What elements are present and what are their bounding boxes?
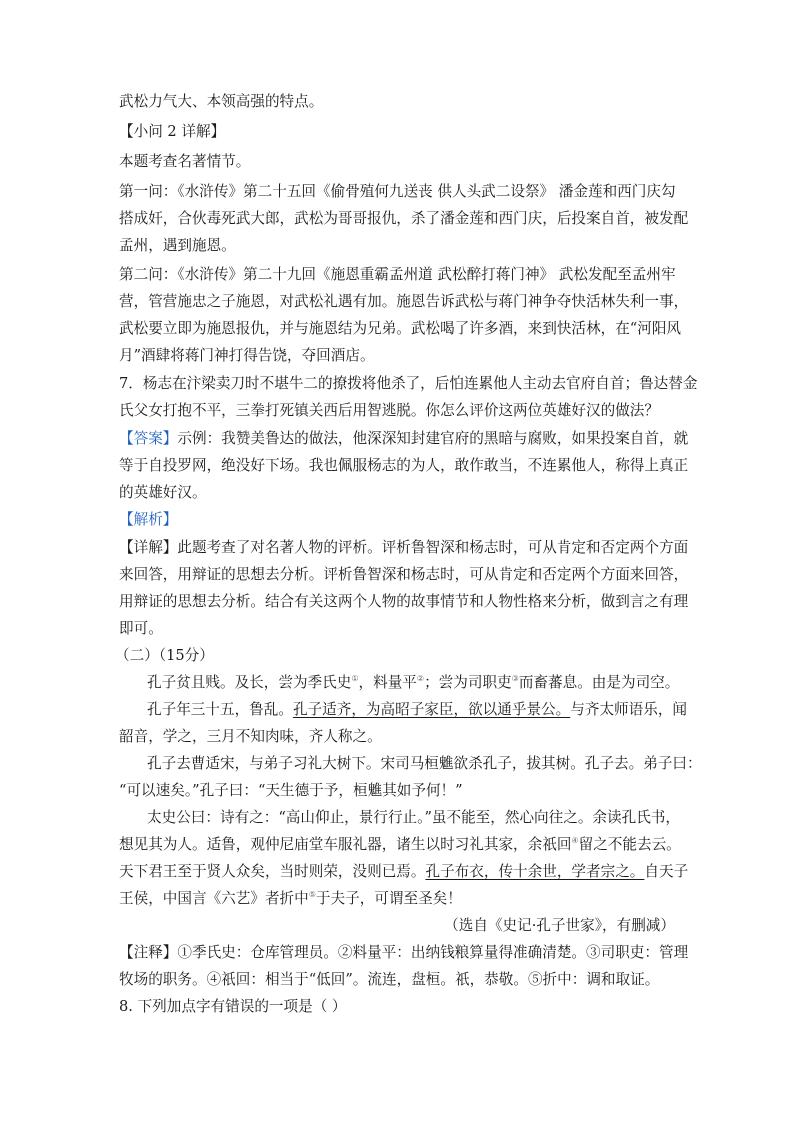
question-8: 8. 下列加点字有错误的一项是（ ） xyxy=(119,998,347,1015)
footnote-marker: ⑤ xyxy=(308,890,316,900)
text-line: 本题考查名著情节。 xyxy=(119,153,251,170)
text-line: 氏父女打抱不平，三拳打死镇关西后用智逃脱。你怎么评价这两位英雄好汉的做法？ xyxy=(119,402,659,419)
section-heading: 【小问 2 详解】 xyxy=(119,123,226,140)
text-line: 即可。 xyxy=(119,620,163,637)
text-line: 等于自投罗网，绝没好下场。我也佩服杨志的为人，敢作敢当，不连累他人，称得上真正 xyxy=(119,457,689,474)
question-7: 7．杨志在汴梁卖刀时不堪牛二的撩拨将他杀了，后怕连累他人主动去官府自首；鲁达替金 xyxy=(119,375,698,392)
passage-line: 韶音，学之，三月不知肉味，齐人称之。 xyxy=(119,728,382,745)
text-line: 营，管营施忠之子施恩，对武松礼遇有加。施恩告诉武松与蒋门神争夺快活林失利一事， xyxy=(119,293,689,310)
passage-line: “可以速矣。”孔子曰：“天生德于予，桓魋其如予何！” xyxy=(119,782,463,799)
footnote-marker: ① xyxy=(351,674,359,684)
passage-line: 太史公曰：诗有之：“高山仰止，景行行止。”虽不能至，然心向往之。余读孔氏书， xyxy=(147,809,680,826)
source-citation: （选自《史记·孔子世家》，有删减） xyxy=(444,917,675,934)
notes-line: 牧场的职务。④祇回：相当于“低回”。流连，盘桓。祇，恭敬。⑤折中：调和取证。 xyxy=(119,971,660,988)
text-line: 用辩证的思想去分析。结合有关这两个人物的故事情节和人物性格来分析，做到言之有理 xyxy=(119,593,689,610)
text-line: 第一问：《水浒传》第二十五回《偷骨殖何九送丧 供人头武二设祭》 潘金莲和西门庆勾 xyxy=(119,183,676,200)
text-line: 搭成奸，合伙毒死武大郎，武松为哥哥报仇，杀了潘金莲和西门庆，后投案自首，被发配 xyxy=(119,210,689,227)
underlined-sentence: 孔子适齐，为高昭子家臣，欲以通乎景公。 xyxy=(292,701,571,718)
passage-line: 想见其为人。适鲁，观仲尼庙堂车服礼器，诸生以时习礼其家，余祇回④留之不能去云。 xyxy=(119,836,681,853)
answer-tag: 【答案】 xyxy=(119,430,178,447)
text-line: 第二问：《水浒传》第二十九回《施恩重霸孟州道 武松醉打蒋门神》 武松发配至孟州牢 xyxy=(119,266,676,283)
answer-line: 【答案】示例：我赞美鲁达的做法，他深深知封建官府的黑暗与腐败，如果投案自首，就 xyxy=(119,430,689,447)
text-line: 武松要立即为施恩报仇，并与施恩结为兄弟。武松喝了许多酒，来到快活林，在“河阳风 xyxy=(119,320,682,337)
text-line: 的英雄好汉。 xyxy=(119,484,207,501)
notes-line: 【注释】①季氏史：仓库管理员。②料量平：出纳钱粮算量得准确清楚。③司职吏：管理 xyxy=(119,944,689,961)
text-line: 来回答，用辩证的思想去分析。评析鲁智深和杨志时，可从肯定和否定两个方面来回答， xyxy=(119,566,689,583)
passage-line: 王侯，中国言《六艺》者折中⑤于夫子，可谓至圣矣！ xyxy=(119,890,462,907)
footnote-marker: ② xyxy=(416,674,425,684)
text-line: 【详解】此题考查了对名著人物的评析。评析鲁智深和杨志时，可从肯定和否定两个方面 xyxy=(119,539,689,556)
passage-line: 孔子去曹适宋，与弟子习礼大树下。宋司马桓魋欲杀孔子，拔其树。孔子去。弟子曰： xyxy=(147,755,702,772)
analysis-tag: 【解析】 xyxy=(119,511,178,528)
text-line: 孟州，遇到施恩。 xyxy=(119,237,236,254)
passage-line: 孔子年三十五，鲁乱。孔子适齐，为高昭子家臣，欲以通乎景公。与齐太师语乐，闻 xyxy=(147,701,688,718)
footnote-marker: ④ xyxy=(571,836,579,846)
text-line: 武松力气大、本领高强的特点。 xyxy=(119,93,324,110)
footnote-marker: ③ xyxy=(511,674,519,684)
passage-line: 天下君王至于贤人众矣，当时则荣，没则已焉。孔子布衣，传十余世，学者宗之。自天子 xyxy=(119,863,689,880)
section-heading: （二）（15分） xyxy=(115,647,214,664)
underlined-sentence: 孔子布衣，传十余世，学者宗之。 xyxy=(425,863,645,880)
text-line: 月”酒肆将蒋门神打得告饶，夺回酒店。 xyxy=(119,347,375,364)
passage-line: 孔子贫且贱。及长，尝为季氏史①，料量平②；尝为司职吏③而畜蕃息。由是为司空。 xyxy=(147,674,680,691)
